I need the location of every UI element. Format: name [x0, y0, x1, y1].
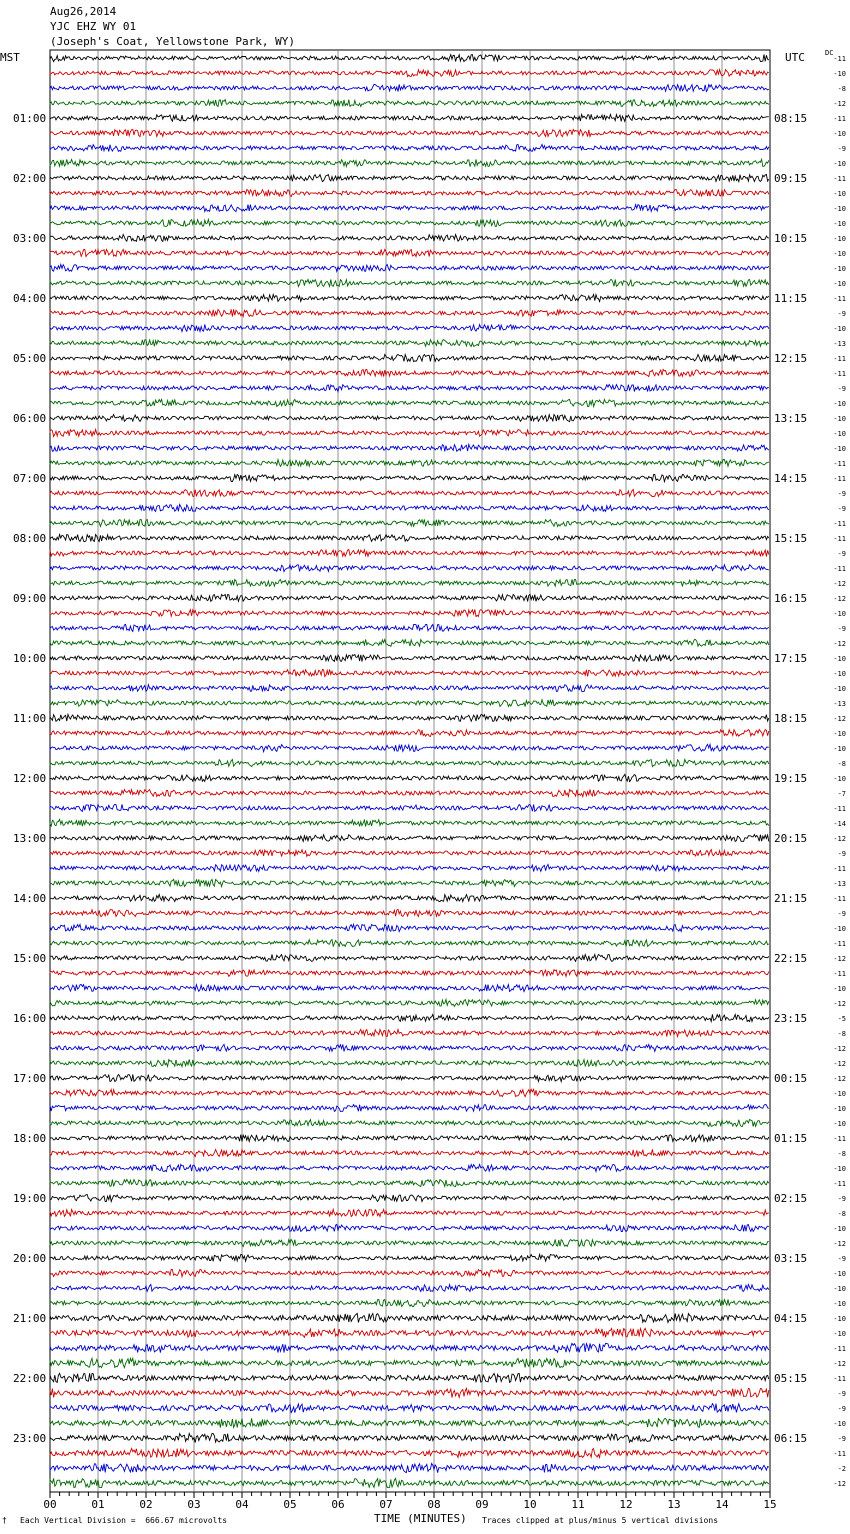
trace-row: [50, 295, 769, 302]
dc-offset-value: -10: [833, 1225, 846, 1233]
dc-offset-value: -10: [833, 130, 846, 138]
x-tick-label: 13: [667, 1498, 681, 1511]
dc-offset-value: -11: [833, 865, 846, 873]
trace-row: [50, 309, 769, 316]
trace-row: [50, 1240, 769, 1247]
footer-mark: †: [2, 1516, 7, 1525]
dc-offset-value: -11: [833, 475, 846, 483]
mst-hour-label: 21:00: [13, 1312, 47, 1325]
mst-hour-label: 11:00: [13, 712, 47, 725]
trace-row: [50, 1060, 769, 1067]
mst-hour-label: 19:00: [13, 1192, 47, 1205]
trace-row: [50, 804, 769, 811]
x-tick-label: 04: [235, 1498, 249, 1511]
trace-row: [50, 895, 769, 902]
trace-row: [50, 999, 769, 1006]
dc-offset-value: -11: [833, 520, 846, 528]
dc-offset-value: -13: [833, 880, 846, 888]
dc-offset-value: -8: [837, 1210, 846, 1218]
dc-offset-value: -13: [833, 700, 846, 708]
mst-hour-label: 08:00: [13, 532, 47, 545]
dc-offset-value: -8: [837, 760, 846, 768]
mst-hour-label: 12:00: [13, 772, 47, 785]
trace-row: [50, 144, 769, 151]
trace-row: [50, 1328, 769, 1337]
dc-offset-value: -10: [833, 1315, 846, 1323]
dc-offset-value: -12: [833, 640, 846, 648]
utc-hour-label: 09:15: [774, 172, 808, 185]
dc-offset-value: -10: [833, 1270, 846, 1278]
utc-hour-label: 19:15: [774, 772, 808, 785]
dc-offset-value: -12: [833, 1360, 846, 1368]
scale-note: Each Vertical Division = 666.67 microvolts: [20, 1516, 228, 1525]
utc-hour-label: 05:15: [774, 1372, 808, 1385]
trace-row: [50, 1418, 769, 1427]
dc-offset-value: -9: [837, 550, 846, 558]
x-tick-label: 02: [139, 1498, 153, 1511]
trace-row: [50, 685, 769, 692]
dc-offset-value: -11: [833, 1345, 846, 1353]
dc-offset-value: -2: [837, 1465, 846, 1473]
dc-offset-value: -10: [833, 325, 846, 333]
dc-offset-value: -10: [833, 160, 846, 168]
trace-row: [50, 1434, 769, 1443]
mst-hour-label: 22:00: [13, 1372, 47, 1385]
x-tick-label: 00: [43, 1498, 57, 1511]
trace-row: [50, 955, 769, 962]
dc-offset-value: -12: [833, 835, 846, 843]
trace-row: [50, 594, 769, 601]
trace-row: [50, 579, 769, 586]
dc-label: DC: [825, 49, 834, 57]
utc-hour-label: 03:15: [774, 1252, 808, 1265]
trace-row: [50, 1478, 769, 1487]
dc-offset-value: -10: [833, 445, 846, 453]
trace-row: [50, 610, 769, 617]
dc-offset-value: -9: [837, 1255, 846, 1263]
trace-row: [50, 909, 769, 916]
trace-row: [50, 399, 769, 406]
trace-row: [50, 850, 769, 857]
trace-row: [50, 819, 769, 826]
dc-offset-value: -11: [833, 895, 846, 903]
x-tick-label: 14: [715, 1498, 729, 1511]
trace-row: [50, 624, 769, 631]
dc-offset-value: -11: [833, 1180, 846, 1188]
dc-offset-value: -12: [833, 1045, 846, 1053]
dc-offset-value: -10: [833, 280, 846, 288]
utc-hour-label: 10:15: [774, 232, 808, 245]
trace-row: [50, 1313, 769, 1322]
dc-offset-value: -11: [833, 175, 846, 183]
dc-offset-value: -11: [833, 370, 846, 378]
trace-row: [50, 369, 769, 376]
trace-row: [50, 759, 769, 766]
x-axis-title: TIME (MINUTES): [374, 1512, 467, 1525]
dc-offset-value: -10: [833, 985, 846, 993]
dc-offset-value: -11: [833, 355, 846, 363]
trace-row: [50, 279, 769, 286]
trace-row: [50, 415, 769, 422]
dc-offset-value: -10: [833, 220, 846, 228]
x-tick-label: 07: [379, 1498, 393, 1511]
trace-row: [50, 1373, 769, 1382]
dc-offset-value: -10: [833, 1090, 846, 1098]
trace-row: [50, 1180, 769, 1187]
dc-offset-value: -10: [833, 655, 846, 663]
trace-row: [50, 1105, 769, 1112]
dc-offset-value: -10: [833, 415, 846, 423]
dc-offset-value: -9: [837, 1405, 846, 1413]
trace-row: [50, 744, 769, 751]
trace-row: [50, 1029, 769, 1036]
mst-hour-label: 07:00: [13, 472, 47, 485]
mst-hour-label: 18:00: [13, 1132, 47, 1145]
dc-offset-value: -9: [837, 910, 846, 918]
dc-offset-value: -13: [833, 340, 846, 348]
utc-hour-label: 16:15: [774, 592, 808, 605]
trace-row: [50, 460, 769, 467]
utc-hour-label: 08:15: [774, 112, 808, 125]
trace-row: [50, 774, 769, 781]
station-location: (Joseph's Coat, Yellowstone Park, WY): [50, 35, 296, 48]
dc-offset-value: -12: [833, 100, 846, 108]
dc-offset-value: -9: [837, 625, 846, 633]
dc-offset-value: -11: [833, 535, 846, 543]
trace-row: [50, 535, 769, 542]
dc-offset-value: -8: [837, 85, 846, 93]
station-code: YJC EHZ WY 01: [50, 20, 137, 33]
trace-row: [50, 84, 769, 91]
dc-offset-value: -10: [833, 745, 846, 753]
mst-hour-label: 17:00: [13, 1072, 47, 1085]
trace-row: [50, 1149, 769, 1156]
dc-offset-value: -11: [833, 1135, 846, 1143]
trace-row: [50, 174, 769, 181]
x-tick-label: 12: [619, 1498, 633, 1511]
trace-row: [50, 864, 769, 871]
dc-offset-value: -11: [833, 1450, 846, 1458]
trace-row: [50, 730, 769, 737]
dc-offset-value: -10: [833, 1120, 846, 1128]
utc-hour-label: 12:15: [774, 352, 808, 365]
x-tick-label: 11: [571, 1498, 585, 1511]
trace-row: [50, 1209, 769, 1216]
trace-row: [50, 1448, 769, 1457]
utc-hour-label: 01:15: [774, 1132, 808, 1145]
trace-row: [50, 1270, 769, 1277]
trace-row: [50, 340, 769, 347]
trace-row: [50, 444, 769, 451]
trace-row: [50, 324, 769, 331]
mst-hour-label: 15:00: [13, 952, 47, 965]
x-tick-label: 03: [187, 1498, 201, 1511]
trace-row: [50, 1164, 769, 1171]
dc-offset-value: -10: [833, 190, 846, 198]
dc-offset-value: -14: [833, 820, 846, 828]
trace-row: [50, 1089, 769, 1096]
dc-offset-value: -10: [833, 430, 846, 438]
clip-note: Traces clipped at plus/minus 5 vertical divisions: [482, 1516, 719, 1525]
trace-row: [50, 190, 769, 197]
trace-row: [50, 1224, 769, 1231]
dc-offset-value: -10: [833, 1330, 846, 1338]
dc-offset-value: -9: [837, 310, 846, 318]
utc-hour-label: 02:15: [774, 1192, 808, 1205]
x-tick-label: 01: [91, 1498, 105, 1511]
dc-offset-value: -11: [833, 115, 846, 123]
dc-offset-value: -12: [833, 1060, 846, 1068]
dc-offset-value: -10: [833, 265, 846, 273]
x-tick-label: 10: [523, 1498, 537, 1511]
dc-offset-value: -12: [833, 1075, 846, 1083]
dc-offset-value: -10: [833, 235, 846, 243]
dc-offset-value: -10: [833, 250, 846, 258]
dc-offset-value: -11: [833, 940, 846, 948]
mst-hour-label: 09:00: [13, 592, 47, 605]
utc-hour-label: 04:15: [774, 1312, 808, 1325]
trace-row: [50, 490, 769, 497]
dc-offset-value: -10: [833, 610, 846, 618]
trace-row: [50, 1135, 769, 1142]
dc-offset-value: -10: [833, 1285, 846, 1293]
mst-hour-label: 20:00: [13, 1252, 47, 1265]
plot-frame: [50, 50, 770, 1492]
trace-row: [50, 940, 769, 947]
trace-row: [50, 354, 769, 361]
dc-offset-value: -9: [837, 1435, 846, 1443]
x-tick-label: 15: [763, 1498, 777, 1511]
mst-hour-label: 04:00: [13, 292, 47, 305]
utc-axis-label: UTC: [785, 51, 805, 64]
trace-row: [50, 655, 769, 662]
dc-offset-value: -10: [833, 730, 846, 738]
dc-offset-value: -11: [833, 55, 846, 63]
trace-row: [50, 235, 769, 242]
trace-row: [50, 1388, 769, 1397]
dc-offset-value: -9: [837, 850, 846, 858]
mst-hour-label: 16:00: [13, 1012, 47, 1025]
dc-offset-value: -10: [833, 400, 846, 408]
dc-offset-value: -8: [837, 1030, 846, 1038]
dc-offset-value: -9: [837, 1195, 846, 1203]
utc-hour-label: 13:15: [774, 412, 808, 425]
utc-hour-label: 14:15: [774, 472, 808, 485]
trace-row: [50, 70, 769, 77]
dc-offset-value: -10: [833, 205, 846, 213]
dc-offset-value: -12: [833, 1240, 846, 1248]
dc-offset-value: -7: [837, 790, 846, 798]
mst-hour-label: 05:00: [13, 352, 47, 365]
trace-row: [50, 1254, 769, 1261]
dc-offset-value: -12: [833, 715, 846, 723]
trace-row: [50, 114, 769, 121]
trace-row: [50, 970, 769, 977]
dc-offset-value: -8: [837, 1150, 846, 1158]
trace-row: [50, 924, 769, 931]
trace-row: [50, 700, 769, 707]
trace-row: [50, 1300, 769, 1307]
dc-offset-value: -9: [837, 505, 846, 513]
dc-offset-value: -12: [833, 595, 846, 603]
trace-row: [50, 205, 769, 212]
trace-row: [50, 249, 769, 256]
trace-row: [50, 1195, 769, 1202]
trace-row: [50, 219, 769, 226]
dc-offset-value: -10: [833, 670, 846, 678]
trace-row: [50, 640, 769, 647]
trace-row: [50, 159, 769, 166]
dc-offset-value: -11: [833, 295, 846, 303]
x-tick-label: 06: [331, 1498, 345, 1511]
dc-offset-value: -10: [833, 685, 846, 693]
trace-row: [50, 1044, 769, 1051]
mst-hour-label: 03:00: [13, 232, 47, 245]
utc-hour-label: 11:15: [774, 292, 808, 305]
dc-offset-value: -10: [833, 1300, 846, 1308]
dc-offset-value: -11: [833, 460, 846, 468]
x-tick-label: 08: [427, 1498, 441, 1511]
dc-offset-value: -10: [833, 70, 846, 78]
mst-hour-label: 06:00: [13, 412, 47, 425]
trace-row: [50, 265, 769, 272]
utc-hour-label: 00:15: [774, 1072, 808, 1085]
mst-hour-label: 10:00: [13, 652, 47, 665]
trace-row: [50, 790, 769, 797]
dc-offset-value: -10: [833, 925, 846, 933]
mst-hour-label: 14:00: [13, 892, 47, 905]
trace-row: [50, 1074, 769, 1081]
mst-hour-label: 01:00: [13, 112, 47, 125]
trace-row: [50, 714, 769, 721]
dc-offset-value: -12: [833, 1000, 846, 1008]
utc-hour-label: 22:15: [774, 952, 808, 965]
dc-offset-value: -12: [833, 955, 846, 963]
trace-row: [50, 984, 769, 991]
trace-row: [50, 519, 769, 526]
trace-row: [50, 129, 769, 136]
trace-row: [50, 100, 769, 107]
utc-hour-label: 18:15: [774, 712, 808, 725]
mst-hour-label: 13:00: [13, 832, 47, 845]
utc-hour-label: 23:15: [774, 1012, 808, 1025]
dc-offset-value: -5: [837, 1015, 846, 1023]
trace-row: [50, 429, 769, 436]
trace-row: [50, 1343, 769, 1352]
plot-date: Aug26,2014: [50, 5, 117, 18]
trace-row: [50, 879, 769, 886]
trace-row: [50, 55, 769, 62]
dc-offset-value: -11: [833, 565, 846, 573]
utc-hour-label: 06:15: [774, 1432, 808, 1445]
dc-offset-value: -10: [833, 1165, 846, 1173]
mst-hour-label: 02:00: [13, 172, 47, 185]
dc-offset-value: -11: [833, 970, 846, 978]
utc-hour-label: 20:15: [774, 832, 808, 845]
trace-row: [50, 1464, 769, 1473]
trace-row: [50, 1404, 769, 1413]
trace-row: [50, 670, 769, 677]
mst-axis-label: MST: [0, 51, 20, 64]
dc-offset-value: -12: [833, 580, 846, 588]
dc-offset-value: -9: [837, 385, 846, 393]
dc-offset-value: -9: [837, 1390, 846, 1398]
mst-hour-label: 23:00: [13, 1432, 47, 1445]
dc-offset-value: -11: [833, 1375, 846, 1383]
dc-offset-value: -10: [833, 1420, 846, 1428]
x-tick-label: 05: [283, 1498, 297, 1511]
trace-row: [50, 1120, 769, 1127]
dc-offset-value: -9: [837, 490, 846, 498]
dc-offset-value: -12: [833, 1480, 846, 1488]
trace-row: [50, 1358, 769, 1367]
trace-row: [50, 385, 769, 392]
trace-row: [50, 1014, 769, 1021]
dc-offset-value: -10: [833, 775, 846, 783]
dc-offset-value: -10: [833, 1105, 846, 1113]
trace-row: [50, 475, 769, 482]
trace-row: [50, 550, 769, 557]
x-tick-label: 09: [475, 1498, 489, 1511]
trace-row: [50, 1284, 769, 1291]
dc-offset-value: -9: [837, 145, 846, 153]
trace-row: [50, 565, 769, 572]
trace-row: [50, 835, 769, 842]
utc-hour-label: 21:15: [774, 892, 808, 905]
utc-hour-label: 15:15: [774, 532, 808, 545]
trace-row: [50, 504, 769, 511]
dc-offset-value: -11: [833, 805, 846, 813]
utc-hour-label: 17:15: [774, 652, 808, 665]
